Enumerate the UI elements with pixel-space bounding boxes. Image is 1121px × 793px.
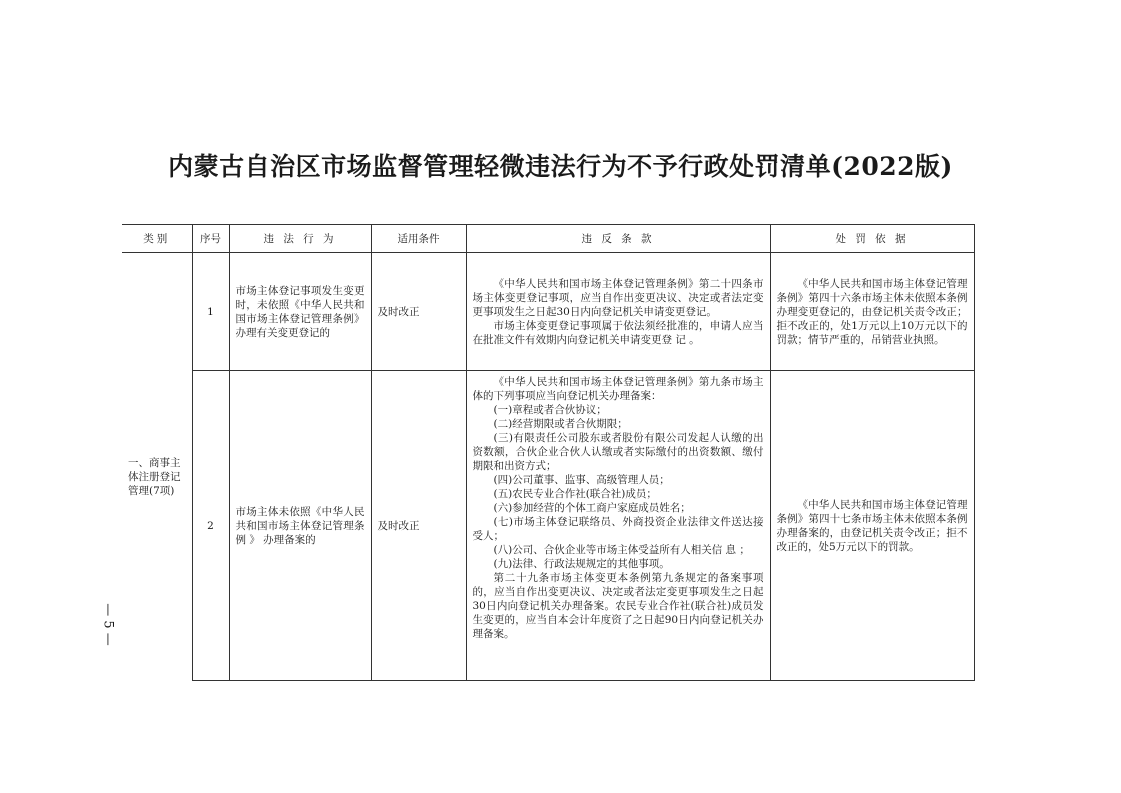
header-act: 违 法 行 为 — [229, 225, 371, 253]
table-header-row — [122, 225, 974, 253]
clause-item: (六)参加经营的个体工商户家庭成员姓名； — [493, 502, 691, 514]
violated-clause — [466, 371, 770, 681]
clause-tail: 第二十九条市场主体变更本条例第九条规定的备案事项的，应当自作出变更决议、决定或者法定变更事项发生之日起30日内向登记机关办理备案。农民专业合作社(联合社)成员发生变更的，应当自本会计年度资了之日起90日内向登记机关办理备案。 — [472, 572, 764, 640]
clause-item: (四)公司董事、监事、高级管理人员； — [493, 474, 670, 486]
page-number: — 5 — — [100, 603, 116, 646]
table-row — [122, 253, 974, 371]
applicable-condition: 及时改正 — [371, 253, 466, 371]
header-basis: 处 罚 依 据 — [770, 225, 974, 253]
clause-item: (九)法律、行政法规规定的其他事项。 — [493, 558, 670, 570]
header-no: 序号 — [192, 225, 229, 253]
clause-paragraph: 市场主体变更登记事项属于依法须经批准的，申请人应当在批准文件有效期内向登记机关申请变更登 记 。 — [472, 319, 764, 346]
clause-item: (二)经营期限或者合伙期限； — [493, 418, 628, 430]
row-number: 1 — [192, 253, 229, 371]
header-condition: 适用条件 — [371, 225, 466, 253]
penalty-basis — [770, 253, 974, 371]
clause-paragraph: 《中华人民共和国市场主体登记管理条例》第二十四条市场主体变更登记事项，应当自作出变更决议、决定或者法定变更事项发生之日起30日内向登记机关申请变更登记。 — [472, 277, 764, 318]
row-number: 2 — [192, 371, 229, 681]
basis-paragraph: 《中华人民共和国市场主体登记管理条例》第四十六条市场主体未依照本条例办理变更登记的，由登记机关责令改正；拒不改正的，处1万元以上10万元以下的罚款；情节严重的，吊销营业执照。 — [776, 277, 968, 346]
clause-item: (八)公司、合伙企业等市场主体受益所有人相关信 息 ； — [493, 544, 750, 556]
header-clause: 违 反 条 款 — [466, 225, 770, 253]
clause-item: (三)有限责任公司股东或者股份有限公司发起人认缴的出资数额，合伙企业合伙人认缴或者实际缴付的出资数额、缴付期限和出资方式； — [472, 432, 764, 472]
header-category: 类别 — [122, 225, 192, 253]
clause-item: (一)章程或者合伙协议； — [493, 404, 607, 416]
illegal-act: 市场主体未依照《中华人民共和国市场主体登记管理条例 》 办理备案的 — [229, 371, 371, 681]
page-number-mark — [88, 597, 116, 657]
violated-clause — [466, 253, 770, 371]
table-row — [122, 371, 974, 681]
page-title: 内蒙古自治区市场监督管理轻微违法行为不予行政处罚清单(2022版) — [168, 152, 953, 181]
penalty-list-table — [122, 224, 975, 681]
clause-item: (七)市场主体登记联络员、外商投资企业法律文件送达接受人； — [472, 516, 764, 542]
category-cell — [122, 253, 192, 681]
penalty-basis — [770, 371, 974, 681]
clause-intro: 《中华人民共和国市场主体登记管理条例》第九条市场主体的下列事项应当向登记机关办理备案： — [472, 376, 764, 402]
clause-item: (五)农民专业合作社(联合社)成员； — [493, 488, 657, 500]
category-label: 一、商事主体注册登记管理(7项) — [128, 456, 181, 497]
applicable-condition: 及时改正 — [371, 371, 466, 681]
basis-paragraph: 《中华人民共和国市场主体登记管理条例》第四十七条市场主体未依照本条例办理备案的，由登记机关责令改正；拒不改正的，处5万元以下的罚款。 — [776, 498, 968, 553]
illegal-act: 市场主体登记事项发生变更时，未依照《中华人民共和国市场主体登记管理条例》办理有关变更登记的 — [229, 253, 371, 371]
